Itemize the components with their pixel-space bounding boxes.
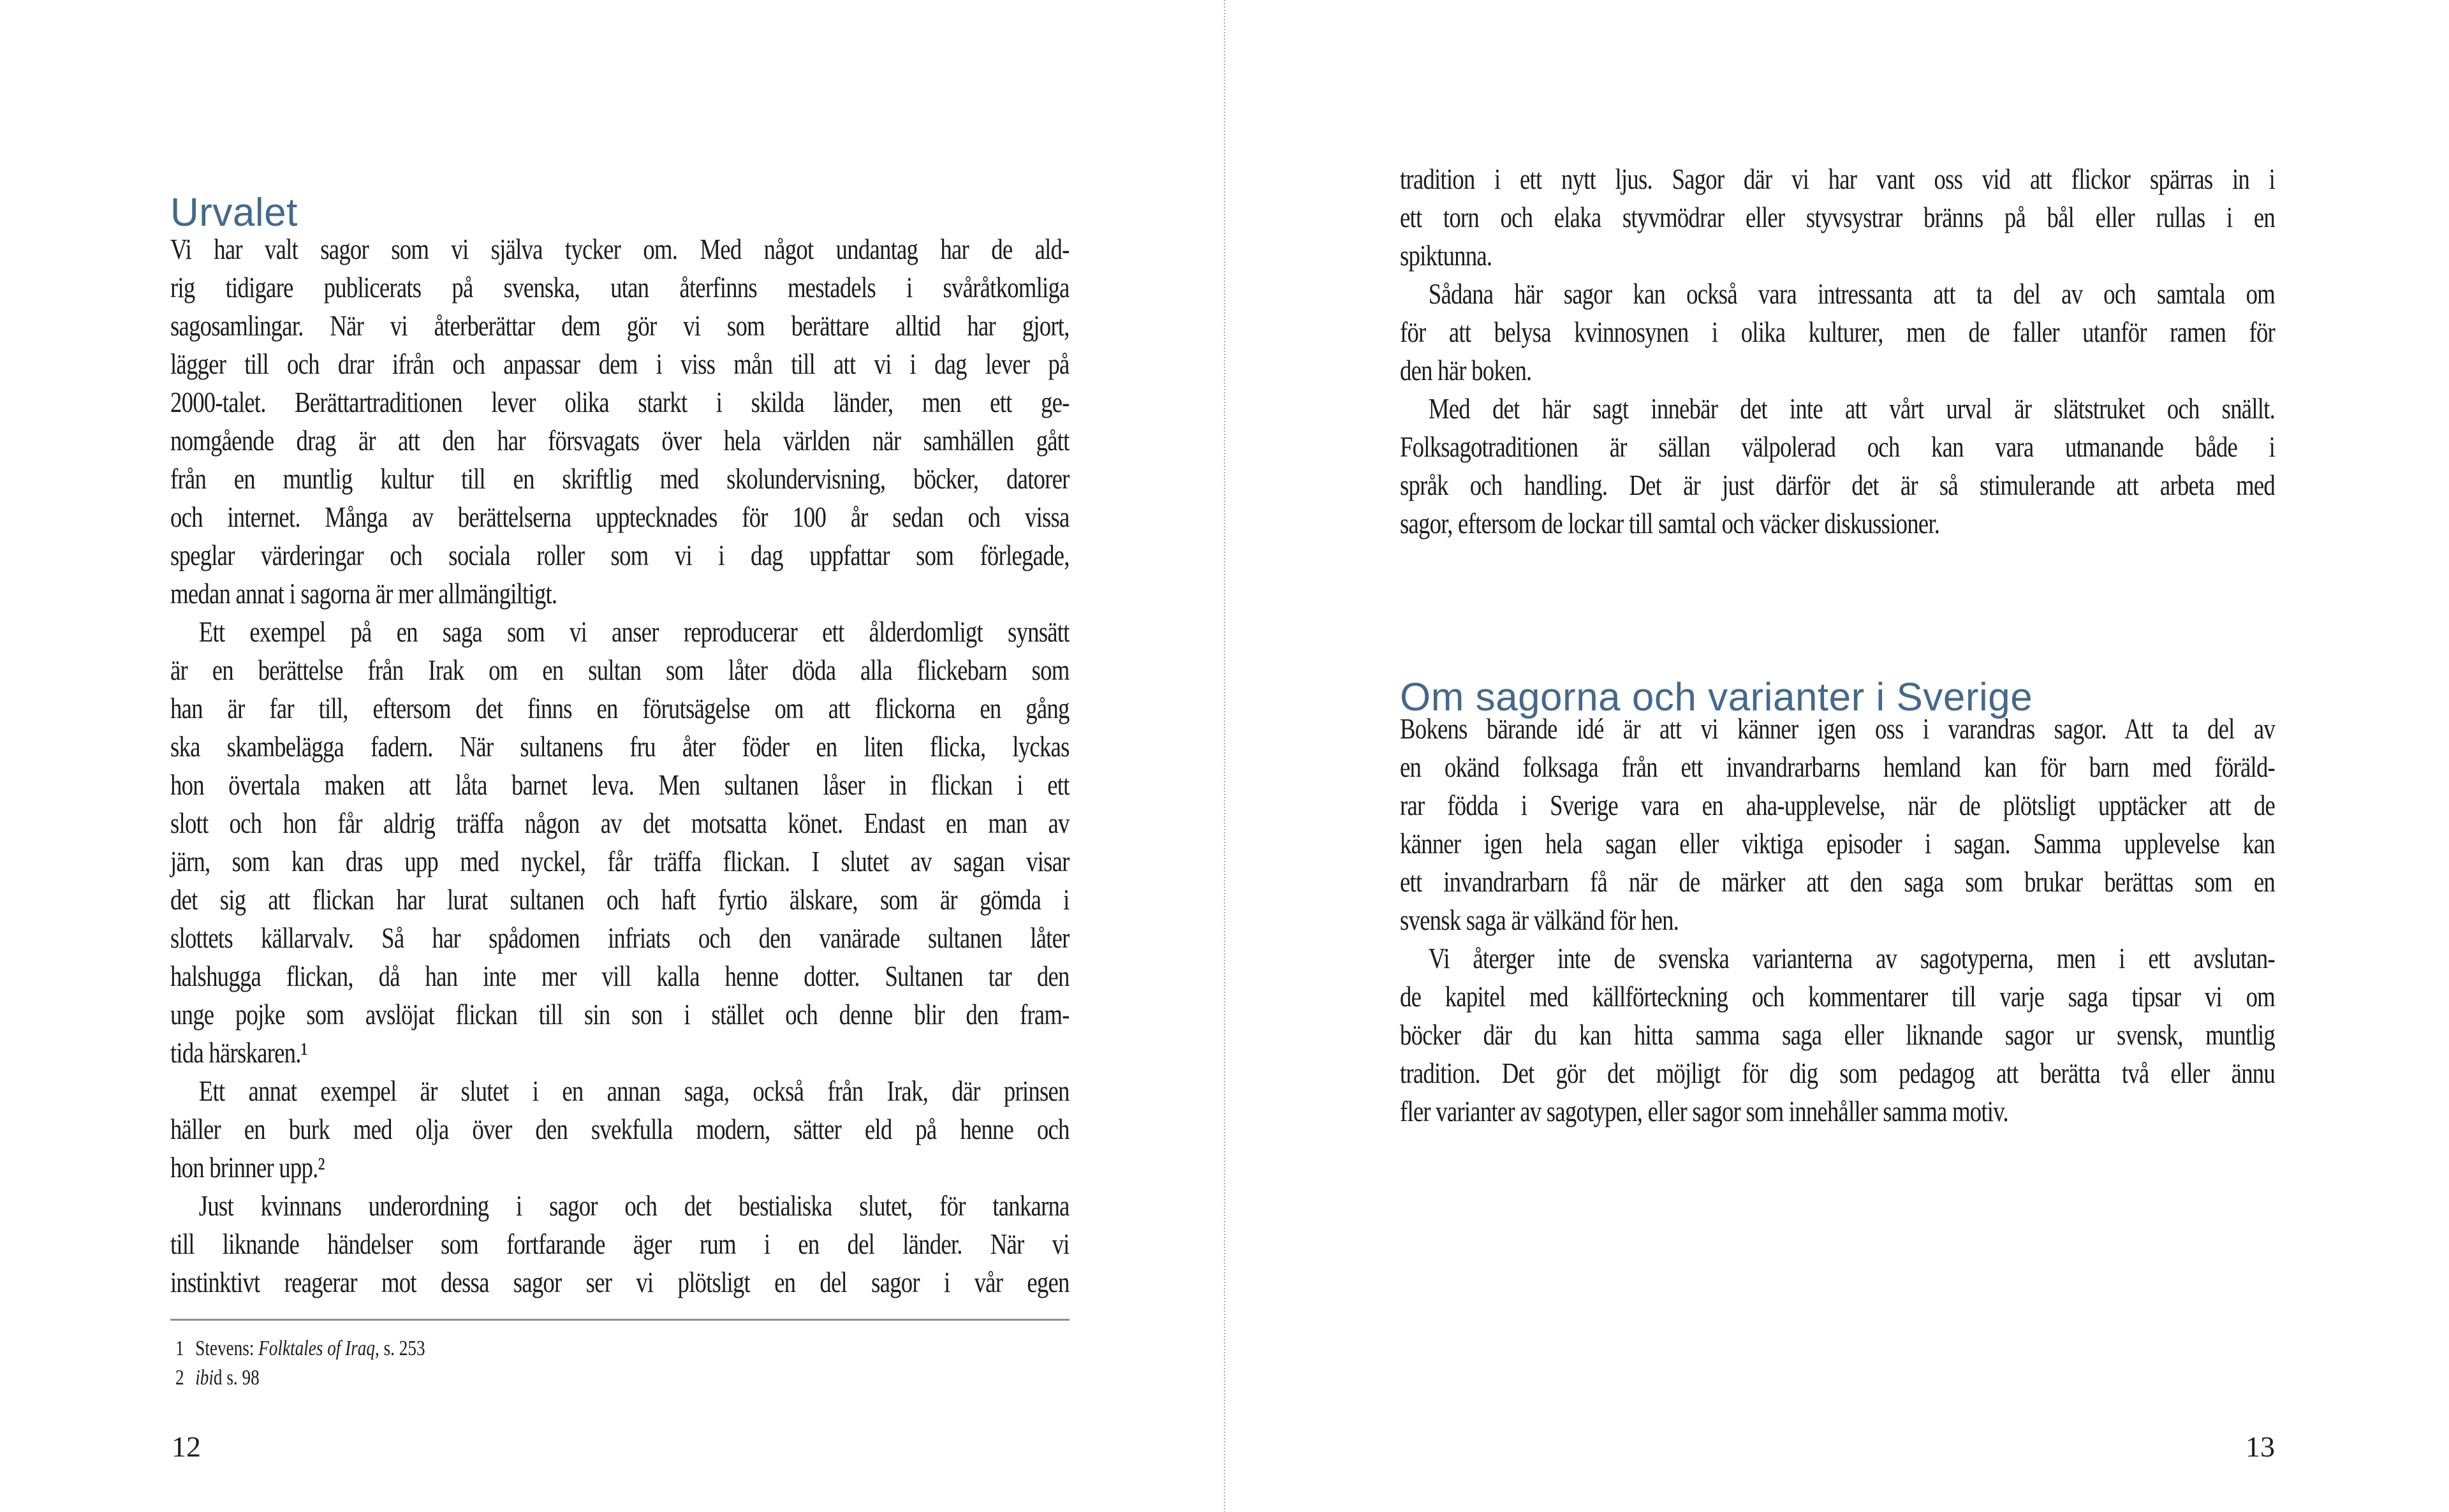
text-line: Vi har valt sagor som vi själva tycker om. Med något undantag har de ald- bbox=[170, 233, 1070, 265]
text-line: nomgående drag är att den har försvagats över hela världen när samhällen gått bbox=[170, 424, 1070, 457]
text-line: instinktivt reagerar mot dessa sagor ser vi plötsligt en del sagor i vår egen bbox=[170, 1266, 1070, 1298]
text-line: ska skambelägga fadern. När sultanens fru åter föder en liten flicka, lyckas bbox=[170, 730, 1070, 763]
footnote-text: ibi bbox=[195, 1366, 214, 1390]
text-line: och internet. Många av berättelserna upptecknades för 100 år sedan och vissa bbox=[170, 501, 1070, 533]
text-line: är en berättelse från Irak om en sultan som låter döda alla flickebarn som bbox=[170, 654, 1070, 686]
text-line: Med det här sagt innebär det inte att vårt urval är slätstruket och snällt. bbox=[1428, 392, 2275, 425]
text-line: hon övertala maken att låta barnet leva. Men sultanen låser in flickan i ett bbox=[170, 768, 1070, 801]
text-line: häller en burk med olja över den svekfulla modern, sätter eld på henne och bbox=[170, 1113, 1070, 1145]
text-line: lägger till och drar ifrån och anpassar dem i viss mån till att vi i dag lever på bbox=[170, 348, 1070, 380]
text-line: rar födda i Sverige vara en aha-upplevelse, när de plötsligt upptäcker att de bbox=[1400, 789, 2275, 821]
text-line: språk och handling. Det är just därför det är så stimulerande att arbeta med bbox=[1400, 469, 2275, 501]
footnote-number: 1 bbox=[175, 1337, 184, 1360]
text-line: han är far till, eftersom det finns en förutsägelse om att flickorna en gång bbox=[170, 692, 1070, 724]
text-line: för att belysa kvinnosynen i olika kulturer, men de faller utanför ramen för bbox=[1400, 316, 2275, 348]
text-line: Vi återger inte de svenska varianterna av sagotyperna, men i ett avslutan- bbox=[1428, 942, 2275, 974]
text-line: speglar värderingar och sociala roller som vi i dag uppfattar som förlegade, bbox=[170, 539, 1070, 571]
body-text-left bbox=[170, 230, 1070, 1302]
text-line: ett invandrarbarn få när de märker att den saga som brukar berättas som en bbox=[1400, 865, 2275, 898]
text-line: Folksagotraditionen är sällan välpolerad och kan vara utmanande både i bbox=[1400, 430, 2275, 463]
text-line: rig tidigare publicerats på svenska, utan återfinns mestadels i svåråtkomliga bbox=[170, 271, 1070, 304]
text-line: tradition. Det gör det möjligt för dig som pedagog att berätta två eller ännu bbox=[1400, 1057, 2275, 1089]
section-heading-urvalet: Urvalet bbox=[170, 191, 298, 235]
text-line: medan annat i sagorna är mer allmängiltigt. bbox=[170, 577, 557, 610]
text-line: böcker där du kan hitta samma saga eller liknande sagor ur svensk, muntlig bbox=[1400, 1018, 2275, 1051]
text-line: sagor, eftersom de lockar till samtal och väcker diskussioner. bbox=[1400, 507, 1940, 539]
text-line: spiktunna. bbox=[1400, 239, 1492, 272]
text-line: Just kvinnans underordning i sagor och det bestialiska slutet, för tankarna bbox=[198, 1189, 1070, 1222]
text-line: fler varianter av sagotypen, eller sagor som innehåller samma motiv. bbox=[1400, 1095, 2008, 1127]
text-line: den här boken. bbox=[1400, 354, 1532, 386]
text-line: en okänd folksaga från ett invandrarbarns hemland kan för barn med föräld- bbox=[1400, 751, 2275, 783]
text-line: känner igen hela sagan eller viktiga episoder i sagan. Samma upplevelse kan bbox=[1400, 827, 2275, 860]
page-number-right: 13 bbox=[2246, 1430, 2275, 1463]
text-line: Ett annat exempel är slutet i en annan saga, också från Irak, där prinsen bbox=[198, 1075, 1070, 1107]
text-line: Sådana här sagor kan också vara intressanta att ta del av och samtala om bbox=[1428, 277, 2275, 310]
text-line: det sig att flickan har lurat sultanen och haft fyrtio älskare, som är gömda i bbox=[170, 883, 1070, 916]
footnotes-left bbox=[170, 1334, 1070, 1393]
text-line: 2000-talet. Berättartraditionen lever olika starkt i skilda länder, men ett ge- bbox=[170, 386, 1070, 418]
footnote-text: d s. 98 bbox=[213, 1366, 260, 1390]
footnote-number: 2 bbox=[175, 1366, 184, 1390]
text-line: från en muntlig kultur till en skriftlig med skolundervisning, böcker, datorer bbox=[170, 462, 1070, 495]
text-line: svensk saga är välkänd för hen. bbox=[1400, 904, 1679, 936]
text-line: unge pojke som avslöjat flickan till sin son i stället och denne blir den fram- bbox=[170, 998, 1070, 1031]
text-line: tida härskaren.¹ bbox=[170, 1036, 307, 1069]
section-heading-varianter: Om sagorna och varianter i Sverige bbox=[1400, 675, 2033, 720]
text-line: Ett exempel på en saga som vi anser reproducerar ett ålderdomligt synsätt bbox=[198, 615, 1070, 648]
text-line: järn, som kan dras upp med nyckel, får träffa flickan. I slutet av sagan visar bbox=[170, 845, 1070, 877]
text-line: de kapitel med källförteckning och kommentarer till varje saga tipsar vi om bbox=[1400, 980, 2275, 1013]
body-text-right-bottom bbox=[1400, 710, 2275, 1131]
text-line: sagosamlingar. När vi återberättar dem gör vi som berättare alltid har gjort, bbox=[170, 309, 1070, 342]
text-line: tradition i ett nytt ljus. Sagor där vi har vant oss vid att flickor spärras in i bbox=[1400, 163, 2275, 195]
footnote-divider-rule bbox=[170, 1319, 1070, 1321]
text-line: ett torn och elaka styvmödrar eller styvsystrar bränns på bål eller rullas i en bbox=[1400, 201, 2275, 233]
footnote bbox=[170, 1334, 1070, 1363]
text-line: hon brinner upp.² bbox=[170, 1151, 325, 1184]
text-line: Bokens bärande idé är att vi känner igen oss i varandras sagor. Att ta del av bbox=[1400, 712, 2275, 745]
footnote bbox=[170, 1363, 1070, 1393]
body-text-right-top bbox=[1400, 160, 2275, 543]
text-line: till liknande händelser som fortfarande äger rum i en del länder. När vi bbox=[170, 1228, 1070, 1260]
text-line: halshugga flickan, då han inte mer vill kalla henne dotter. Sultanen tar den bbox=[170, 960, 1070, 992]
footnote-text: Folktales of Iraq bbox=[258, 1337, 375, 1360]
footnote-text: Stevens: bbox=[195, 1337, 259, 1360]
page-number-left: 12 bbox=[172, 1430, 201, 1463]
text-line: slott och hon får aldrig träffa någon av det motsatta könet. Endast en man av bbox=[170, 807, 1070, 839]
footnote-text: , s. 253 bbox=[375, 1337, 425, 1360]
text-line: slottets källarvalv. Så har spådomen infriats och den vanärade sultanen låter bbox=[170, 921, 1070, 954]
page-gutter-divider bbox=[1224, 0, 1225, 1512]
